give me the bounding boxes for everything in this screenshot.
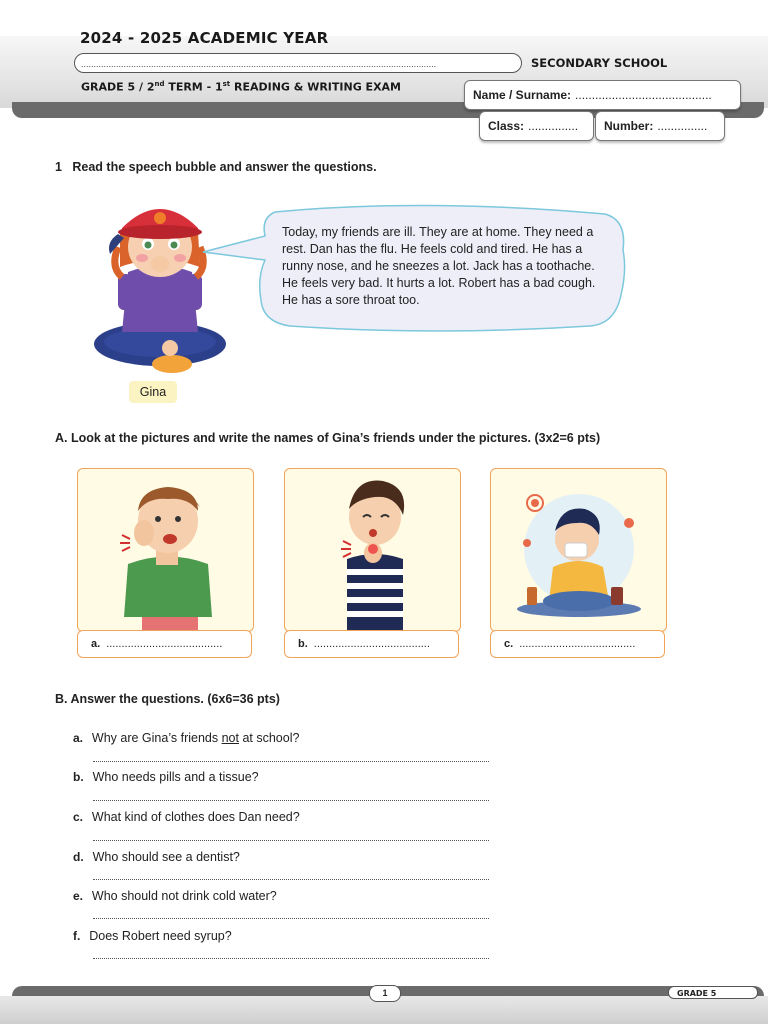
footer-grade: GRADE 5 [668,986,758,999]
school-label: SECONDARY SCHOOL [531,56,668,70]
speech-bubble-text: Today, my friends are ill. They are at home. They need a rest. Dan has the flu. He feels cold and tired. He has a runny nose, and he sneezes a lot. Jack has a toothache. He feels very bad. It hurts a lot. Robert has a bad cough. He has a sore throat too. [282,225,596,307]
answer-field-c[interactable]: c. ...................................... [490,630,665,658]
part-b-instruction: B. Answer the questions. (6x6=36 pts) [55,692,280,706]
answer-field-b[interactable]: b. ...................................... [284,630,459,658]
picture-card-a [77,468,254,632]
speaker-name-label: Gina [129,381,177,403]
flu-boy-illustration [491,469,666,631]
number-field[interactable]: Number: ............... [595,111,725,141]
answer-field-a[interactable]: a. ...................................... [77,630,252,658]
question-b-a: a. Why are Gina’s friends not at school? [73,731,300,745]
name-surname-field[interactable]: Name / Surname: ......................................... [464,80,741,110]
question-b-d: d. Who should see a dentist? [73,850,240,864]
answer-line-e[interactable] [93,918,489,919]
exam-title: GRADE 5 / 2nd TERM - 1st READING & WRITING EXAM [81,80,402,94]
answer-line-f[interactable] [93,958,489,959]
answer-line-c[interactable] [93,840,489,841]
page-number: 1 [369,985,401,1002]
sore-throat-boy-illustration [285,469,460,631]
class-field[interactable]: Class: ............... [479,111,594,141]
picture-card-b [284,468,461,632]
answer-line-d[interactable] [93,879,489,880]
question-1-title: 1 Read the speech bubble and answer the questions. [55,160,377,174]
academic-year-title: 2024 - 2025 ACADEMIC YEAR [80,29,329,47]
answer-line-a[interactable] [93,761,489,762]
question-b-b: b. Who needs pills and a tissue? [73,770,259,784]
part-a-instruction: A. Look at the pictures and write the names of Gina’s friends under the pictures. (3x2=6 pts) [55,431,601,445]
toothache-boy-illustration [78,469,253,631]
answer-line-b[interactable] [93,800,489,801]
question-b-e: e. Who should not drink cold water? [73,889,277,903]
question-b-c: c. What kind of clothes does Dan need? [73,810,300,824]
picture-card-c [490,468,667,632]
school-name-field[interactable]: .............................................................................................................................................. [74,53,522,73]
question-b-f: f. Does Robert need syrup? [73,929,232,943]
